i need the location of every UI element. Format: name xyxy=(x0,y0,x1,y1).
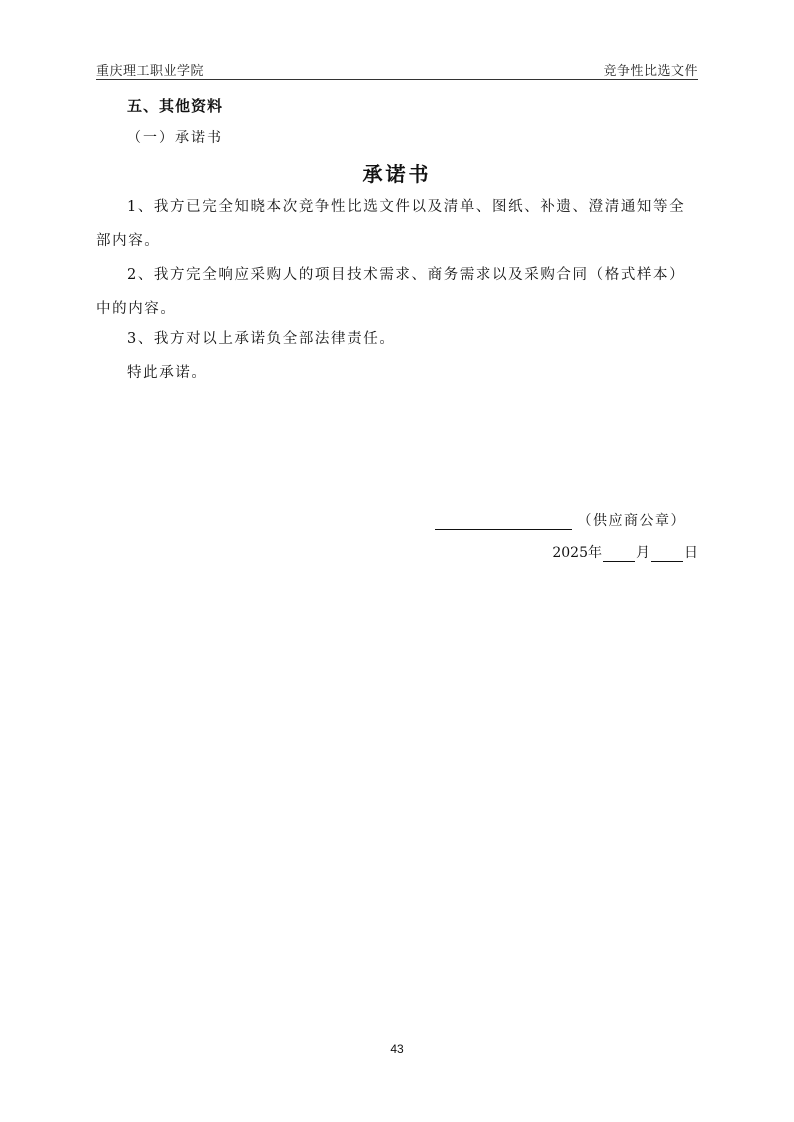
commitment-paragraph-2: 2、我方完全响应采购人的项目技术需求、商务需求以及采购合同（格式样本）中的内容。 xyxy=(96,267,686,317)
date-year: 2025年 xyxy=(552,545,602,561)
commitment-paragraph-3: 3、我方对以上承诺负全部法律责任。 xyxy=(127,331,396,347)
signature-block xyxy=(435,510,687,530)
signature-line xyxy=(435,515,572,530)
month-blank xyxy=(603,547,635,562)
header-document-type: 竞争性比选文件 xyxy=(603,64,698,79)
day-blank xyxy=(651,547,683,562)
commitment-closing: 特此承诺。 xyxy=(127,365,208,381)
signature-label: （供应商公章） xyxy=(577,513,686,529)
sub-heading: （一）承诺书 xyxy=(127,130,223,146)
commitment-paragraph-1: 1、我方已完全知晓本次竞争性比选文件以及清单、图纸、补遗、澄清通知等全部内容。 xyxy=(96,199,686,249)
date-day-label: 日 xyxy=(684,545,698,561)
header-institution: 重庆理工职业学院 xyxy=(96,64,205,79)
date-month-label: 月 xyxy=(636,545,650,561)
letter-title: 承诺书 xyxy=(362,162,432,186)
date-block xyxy=(552,542,698,562)
page-number: 43 xyxy=(390,1042,404,1056)
section-heading: 五、其他资料 xyxy=(127,97,224,115)
header-divider xyxy=(96,79,698,80)
